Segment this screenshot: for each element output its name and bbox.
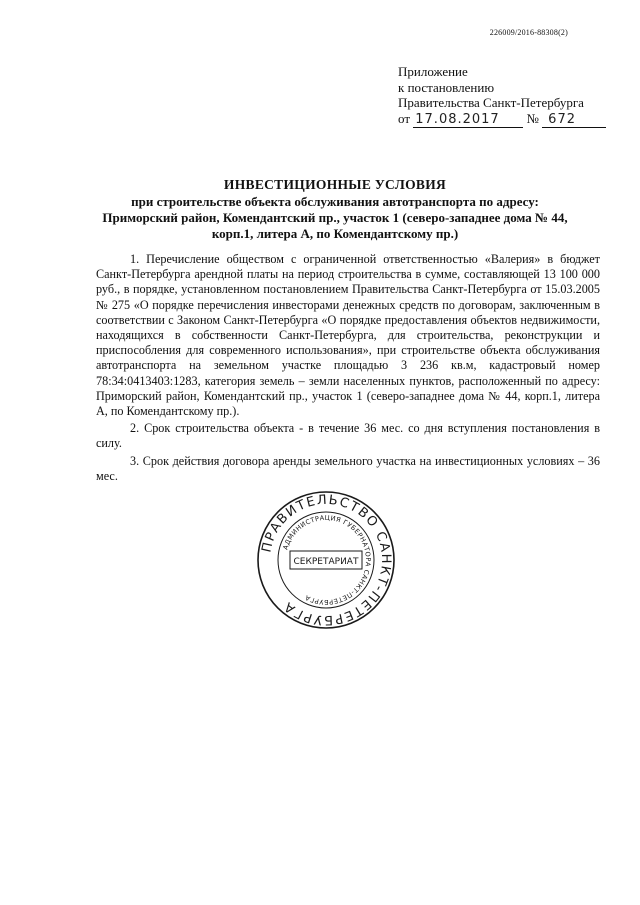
document-title: ИНВЕСТИЦИОННЫЕ УСЛОВИЯ xyxy=(223,177,447,192)
appendix-dateline xyxy=(398,111,606,129)
heading-subtitle-1: при строительстве объекта обслуживания автотранспорта по адресу: xyxy=(131,194,539,209)
official-seal xyxy=(254,488,398,632)
seal-center-text: СЕКРЕТАРИАТ xyxy=(293,557,359,567)
paragraph-3: 3. Срок действия договора аренды земельного участка на инвестиционных условиях – 36 мес. xyxy=(96,453,600,483)
heading-subtitle-2: Приморский район, Комендантский пр., участок 1 (северо-западнее дома № 44, xyxy=(102,210,568,225)
seal-inner-text: АДМИНИСТРАЦИЯ ГУБЕРНАТОРА САНКТ-ПЕТЕРБУРГА xyxy=(281,513,373,607)
appendix-line-3: Правительства Санкт-Петербурга xyxy=(398,95,584,110)
resolution-number: 672 xyxy=(542,112,606,129)
document-id: 226009/2016-88308(2) xyxy=(489,28,568,37)
seal-outer-text: ПРАВИТЕЛЬСТВО САНКТ-ПЕТЕРБУРГА xyxy=(259,492,394,628)
document-body xyxy=(96,252,600,486)
document-heading xyxy=(100,177,570,242)
appendix-block xyxy=(398,64,606,128)
heading-subtitle-3: корп.1, литера А, по Комендантскому пр.) xyxy=(211,226,459,241)
resolution-date: 17.08.2017 xyxy=(413,112,523,129)
paragraph-2: 2. Срок строительства объекта - в течение 36 мес. со дня вступления постановления в силу. xyxy=(96,421,600,451)
appendix-line-1: Приложение xyxy=(398,64,468,79)
number-prefix: № xyxy=(526,110,539,126)
date-prefix: от xyxy=(398,110,411,126)
appendix-line-2: к постановлению xyxy=(398,79,495,95)
paragraph-1: 1. Перечисление обществом с ограниченной ответственностью «Валерия» в бюджет Санкт-Петербурга арендной платы на период строительства в сумме, составляющей 13 100 000 руб., в порядке, установленном постановлением Правительства Санкт-Петербурга от 15.03.2005 № 275 «О порядке перечисления инвесторами денежных средств по договорам, заключенным в соответствии с Законом Санкт-Петербурга «О порядке предоставления объектов недвижимости, находящихся в собственности Санкт-Петербурга, для строительства, реконструкции и приспособления для современного использования», при строительстве объекта обслуживания автотранспорта на земельном участке площадью 3 236 кв.м, кадастровый номер 78:34:0413403:1283, категория земель – земли населенных пунктов, расположенный по адресу: Приморский район, Комендантский пр., участок 1 (северо-западнее дома № 44, корп.1, литера А, по Комендантскому пр.). xyxy=(96,252,600,419)
